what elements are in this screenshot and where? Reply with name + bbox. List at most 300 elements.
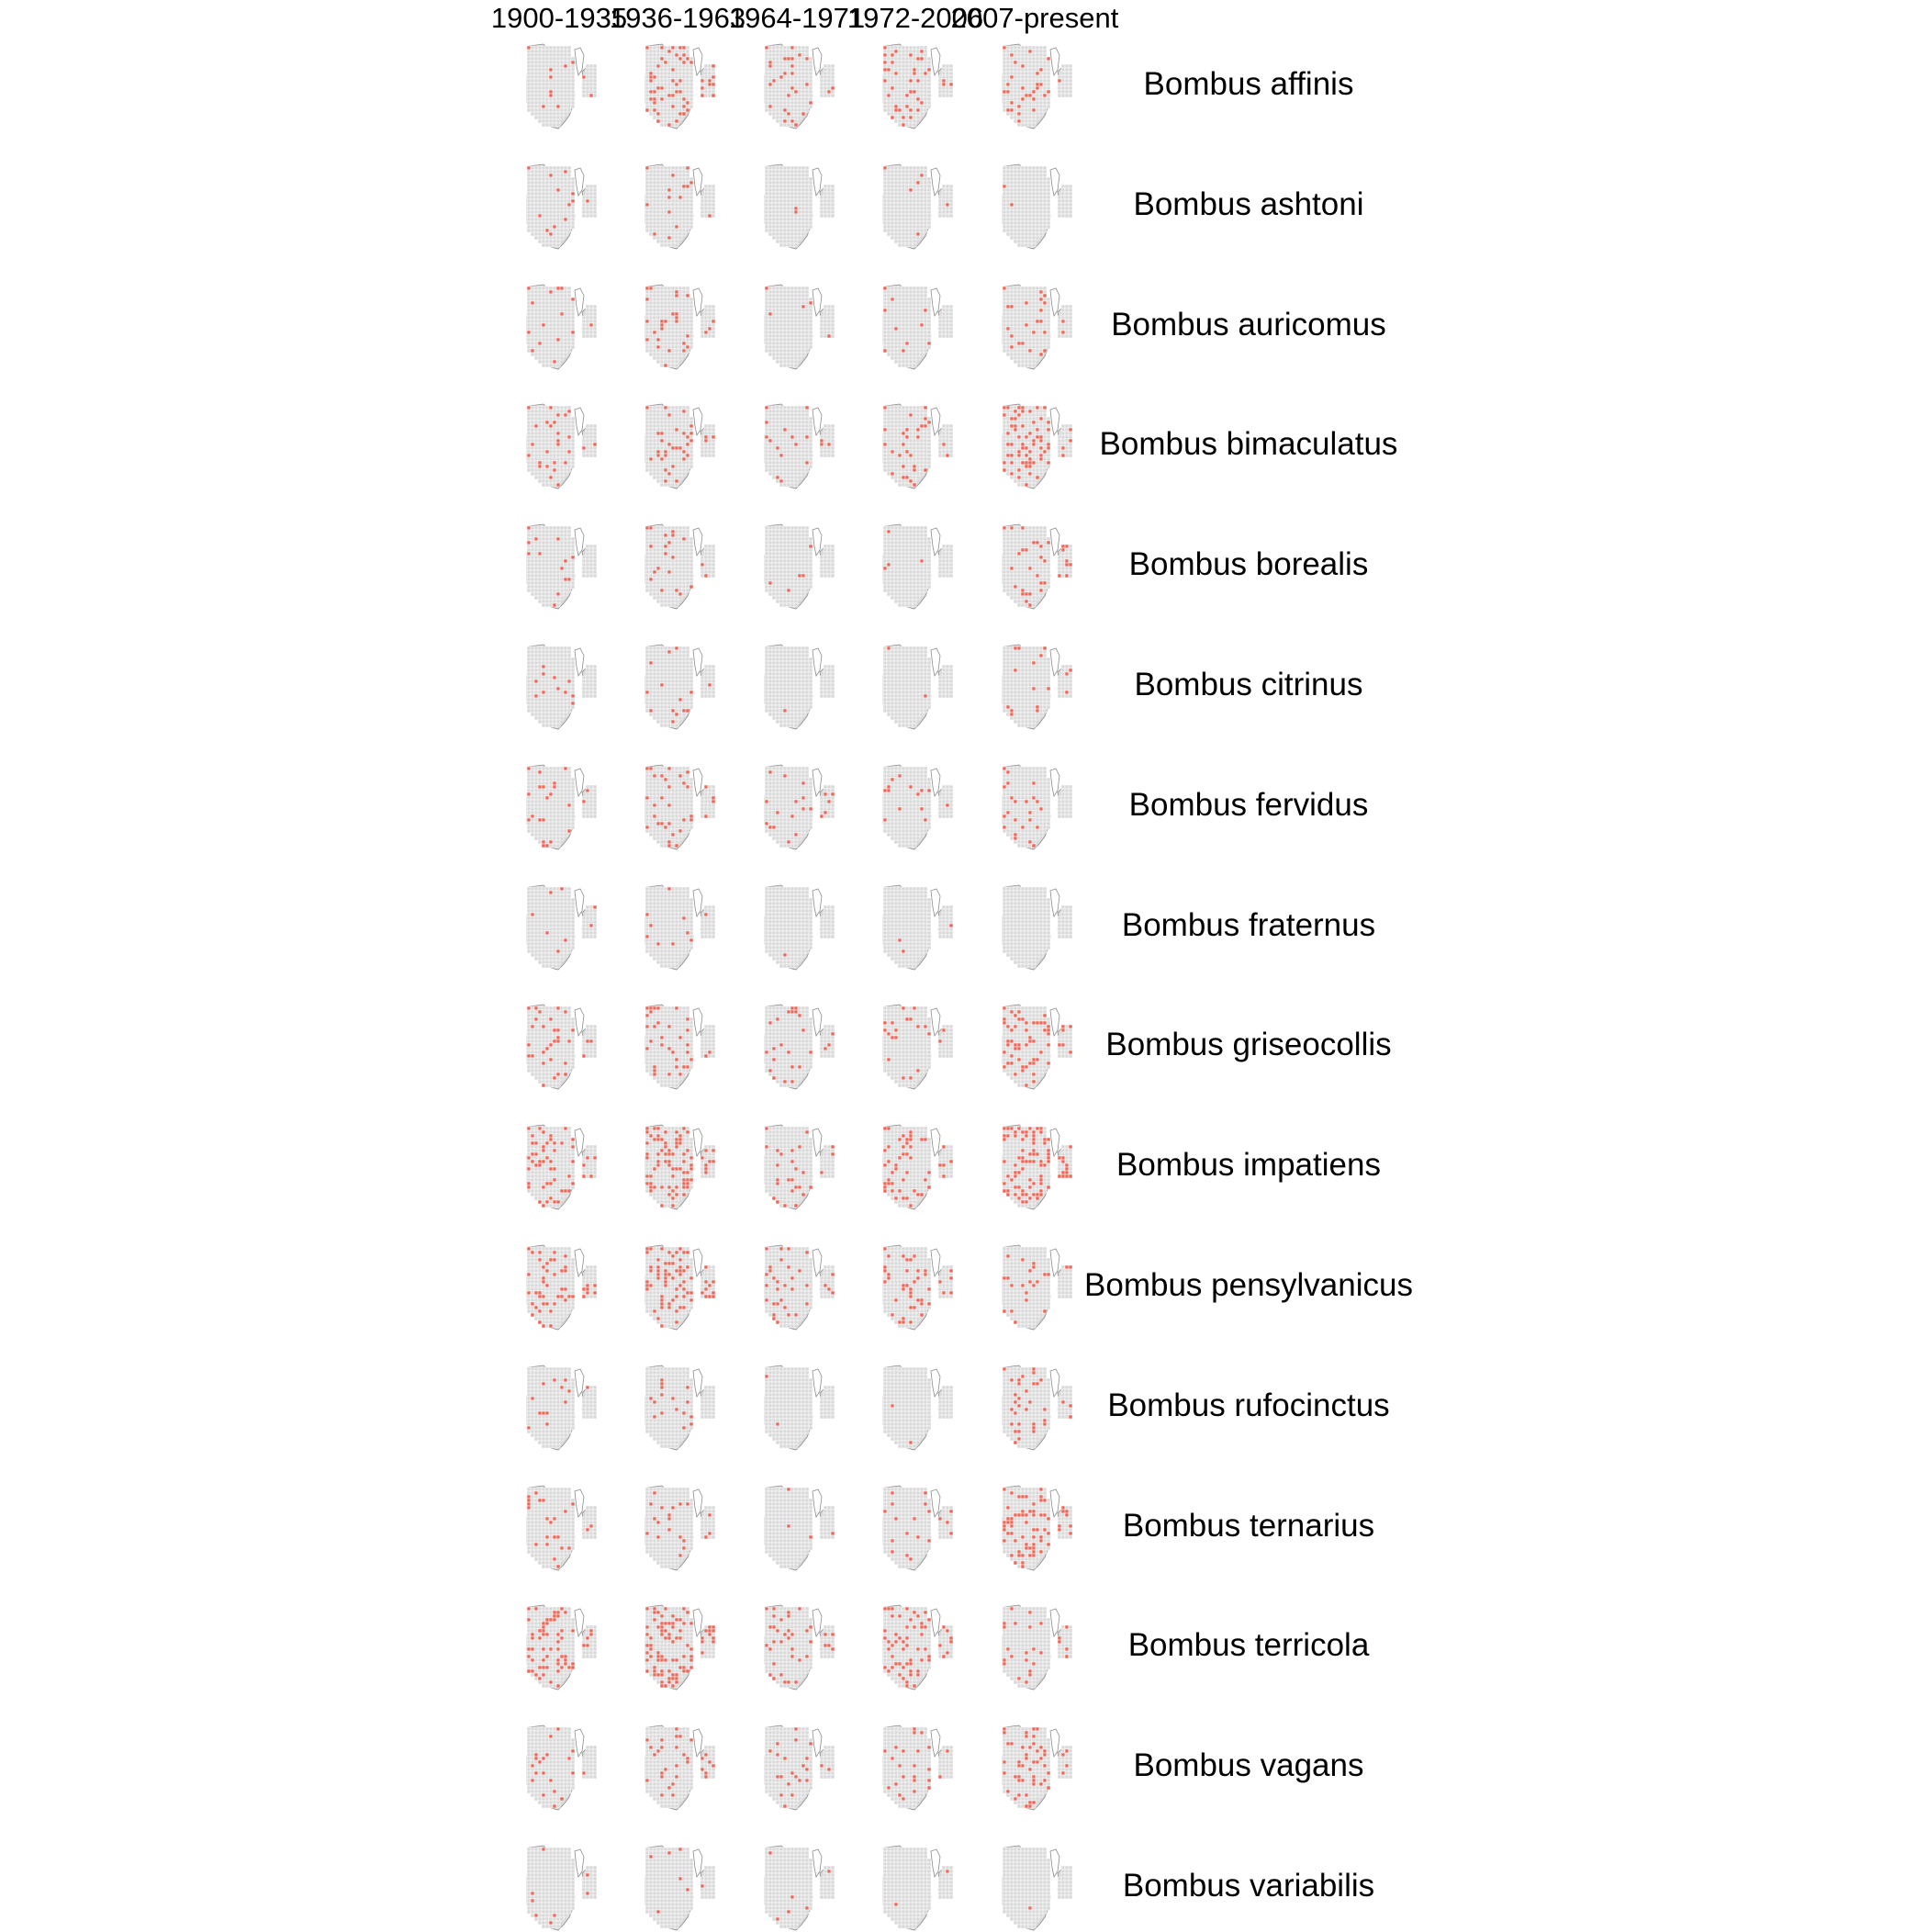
county <box>768 221 772 225</box>
county <box>682 316 686 320</box>
county <box>794 97 798 101</box>
county <box>779 316 783 320</box>
county <box>704 86 708 90</box>
county <box>913 199 916 203</box>
county <box>538 166 542 170</box>
county <box>675 75 678 79</box>
county <box>531 465 534 468</box>
county <box>538 174 542 177</box>
county <box>824 214 827 218</box>
county <box>664 119 667 123</box>
county <box>527 327 531 331</box>
county <box>586 334 589 338</box>
county <box>560 417 564 421</box>
county <box>787 79 790 83</box>
county <box>686 90 689 94</box>
county <box>527 61 531 64</box>
county <box>649 192 653 196</box>
county <box>887 338 891 342</box>
county <box>1036 199 1039 203</box>
county <box>1006 188 1010 192</box>
county <box>556 97 560 101</box>
county <box>556 342 560 345</box>
county <box>801 320 805 323</box>
county <box>531 331 534 334</box>
county <box>567 309 571 312</box>
county <box>779 119 783 123</box>
county <box>1014 188 1017 192</box>
county <box>653 79 656 83</box>
county <box>1021 305 1025 309</box>
county <box>898 185 902 188</box>
county <box>898 229 902 232</box>
county <box>1025 112 1028 116</box>
county <box>553 221 556 225</box>
county-occurrence <box>653 97 656 101</box>
county <box>712 428 715 432</box>
county <box>527 349 531 353</box>
county <box>1043 64 1047 68</box>
county-occurrence <box>1043 94 1047 97</box>
county <box>768 68 772 72</box>
county-occurrence <box>701 94 704 97</box>
county <box>667 79 671 83</box>
county <box>1065 196 1069 199</box>
county <box>1032 116 1036 119</box>
county <box>946 75 949 79</box>
county <box>916 185 920 188</box>
county <box>1039 181 1043 185</box>
county <box>678 210 682 214</box>
county <box>927 196 931 199</box>
county <box>545 210 549 214</box>
county <box>898 75 902 79</box>
county <box>560 457 564 461</box>
county <box>671 323 675 327</box>
county <box>883 177 887 181</box>
county-occurrence <box>712 320 715 323</box>
county <box>545 342 549 345</box>
county <box>787 338 790 342</box>
county <box>768 232 772 236</box>
county <box>586 454 589 457</box>
county <box>1028 192 1032 196</box>
county-occurrence <box>527 166 531 170</box>
county <box>538 203 542 207</box>
county <box>902 72 905 75</box>
county <box>824 188 827 192</box>
county <box>678 454 682 457</box>
county <box>708 432 712 435</box>
county <box>564 338 567 342</box>
county <box>1014 312 1017 316</box>
county <box>1047 334 1050 338</box>
county <box>916 192 920 196</box>
county <box>560 406 564 410</box>
county <box>667 72 671 75</box>
county <box>827 79 831 83</box>
county <box>790 207 794 210</box>
county <box>920 72 924 75</box>
county-occurrence <box>768 105 772 108</box>
county <box>689 207 693 210</box>
county <box>1028 53 1032 57</box>
county <box>667 192 671 196</box>
county <box>1032 301 1036 305</box>
occurrence-map <box>638 399 723 490</box>
county <box>564 353 567 356</box>
county <box>905 356 909 360</box>
county <box>920 320 924 323</box>
county <box>1028 323 1032 327</box>
county <box>1065 79 1069 83</box>
county <box>805 342 809 345</box>
county-grid <box>645 46 715 127</box>
county <box>671 360 675 364</box>
county <box>553 428 556 432</box>
county <box>1014 338 1017 342</box>
county <box>905 170 909 174</box>
county <box>589 316 593 320</box>
county <box>564 435 567 439</box>
county <box>534 476 538 479</box>
county <box>790 174 794 177</box>
county <box>671 75 675 79</box>
county <box>531 298 534 301</box>
county <box>667 214 671 218</box>
county <box>924 218 927 221</box>
county <box>538 116 542 119</box>
county <box>920 105 924 108</box>
county <box>527 301 531 305</box>
county <box>664 432 667 435</box>
county <box>1021 123 1025 127</box>
county <box>798 294 801 298</box>
county <box>560 290 564 294</box>
county <box>794 221 798 225</box>
county <box>1017 360 1021 364</box>
county <box>649 312 653 316</box>
county <box>787 364 790 367</box>
county <box>656 210 660 214</box>
county <box>1003 221 1006 225</box>
county <box>645 312 649 316</box>
county <box>675 243 678 247</box>
county <box>564 446 567 450</box>
county <box>660 188 664 192</box>
county-occurrence <box>686 294 689 298</box>
county <box>798 50 801 53</box>
county <box>927 320 931 323</box>
county <box>949 188 953 192</box>
county <box>534 435 538 439</box>
county <box>894 68 898 72</box>
county <box>1036 221 1039 225</box>
county <box>678 286 682 290</box>
county <box>805 177 809 181</box>
county <box>827 86 831 90</box>
county <box>689 225 693 229</box>
county <box>689 457 693 461</box>
county <box>772 316 776 320</box>
county <box>909 309 913 312</box>
county <box>794 290 798 294</box>
county <box>809 79 813 83</box>
county <box>794 57 798 61</box>
county <box>798 94 801 97</box>
county <box>545 166 549 170</box>
county <box>549 214 553 218</box>
county <box>949 323 953 327</box>
county <box>772 349 776 353</box>
county <box>564 61 567 64</box>
county <box>1021 181 1025 185</box>
county <box>538 472 542 476</box>
county <box>949 90 953 94</box>
county <box>534 410 538 413</box>
county <box>593 316 597 320</box>
county <box>798 86 801 90</box>
county <box>667 331 671 334</box>
county <box>542 46 545 50</box>
county <box>1006 207 1010 210</box>
county <box>920 170 924 174</box>
county <box>664 64 667 68</box>
county <box>653 301 656 305</box>
county <box>649 108 653 112</box>
county <box>831 327 835 331</box>
county-occurrence <box>675 294 678 298</box>
county <box>538 199 542 203</box>
county-occurrence <box>686 101 689 105</box>
county <box>560 50 564 53</box>
county <box>1061 64 1065 68</box>
county <box>1010 210 1014 214</box>
county <box>667 342 671 345</box>
county <box>772 112 776 116</box>
county <box>894 225 898 229</box>
county <box>531 345 534 349</box>
county <box>556 68 560 72</box>
county <box>645 349 649 353</box>
county <box>567 421 571 424</box>
county <box>571 338 575 342</box>
county <box>909 323 913 327</box>
county <box>682 435 686 439</box>
county-grid <box>1003 166 1072 247</box>
county <box>664 290 667 294</box>
county <box>538 79 542 83</box>
county-occurrence <box>664 454 667 457</box>
county <box>883 338 887 342</box>
county <box>589 320 593 323</box>
county <box>664 75 667 79</box>
county <box>542 119 545 123</box>
county <box>571 465 575 468</box>
county <box>553 364 556 367</box>
county <box>667 410 671 413</box>
county <box>1039 345 1043 349</box>
county <box>689 97 693 101</box>
county <box>920 94 924 97</box>
county <box>1028 316 1032 320</box>
county <box>1043 298 1047 301</box>
county <box>794 192 798 196</box>
county <box>556 53 560 57</box>
county <box>671 199 675 203</box>
county <box>701 90 704 94</box>
county <box>798 79 801 83</box>
county <box>589 428 593 432</box>
county <box>542 86 545 90</box>
county <box>902 166 905 170</box>
county <box>772 90 776 94</box>
county <box>660 421 664 424</box>
county <box>1006 312 1010 316</box>
county <box>898 97 902 101</box>
county <box>1069 199 1072 203</box>
county <box>686 207 689 210</box>
county <box>686 210 689 214</box>
county <box>1017 50 1021 53</box>
county <box>586 75 589 79</box>
county <box>894 349 898 353</box>
county <box>538 64 542 68</box>
county <box>667 338 671 342</box>
county <box>794 312 798 316</box>
county <box>920 112 924 116</box>
county <box>675 338 678 342</box>
county <box>660 181 664 185</box>
county <box>1047 323 1050 327</box>
county <box>790 166 794 170</box>
county <box>787 199 790 203</box>
county <box>653 221 656 225</box>
county-occurrence <box>704 331 708 334</box>
county-occurrence <box>801 305 805 309</box>
county <box>1032 309 1036 312</box>
county <box>790 75 794 79</box>
county <box>653 457 656 461</box>
county <box>1017 364 1021 367</box>
county-occurrence <box>545 465 549 468</box>
county <box>1047 105 1050 108</box>
county <box>1043 72 1047 75</box>
county <box>779 338 783 342</box>
county <box>1043 203 1047 207</box>
county <box>1039 221 1043 225</box>
county <box>567 221 571 225</box>
county <box>776 327 779 331</box>
county <box>667 83 671 86</box>
county <box>712 207 715 210</box>
county <box>531 97 534 101</box>
county <box>765 342 768 345</box>
county <box>1006 192 1010 196</box>
county <box>656 353 660 356</box>
county <box>553 450 556 454</box>
county <box>779 360 783 364</box>
county <box>1025 119 1028 123</box>
county <box>542 301 545 305</box>
county <box>593 439 597 443</box>
county <box>887 72 891 75</box>
county <box>798 199 801 203</box>
county <box>783 218 787 221</box>
county <box>678 349 682 353</box>
county <box>645 446 649 450</box>
county <box>909 338 913 342</box>
county <box>1032 345 1036 349</box>
county <box>887 79 891 83</box>
county <box>790 90 794 94</box>
county <box>545 435 549 439</box>
county <box>913 64 916 68</box>
county <box>645 221 649 225</box>
county <box>560 218 564 221</box>
county <box>1025 50 1028 53</box>
county <box>678 188 682 192</box>
county <box>564 309 567 312</box>
county <box>560 185 564 188</box>
county <box>656 424 660 428</box>
county <box>938 323 942 327</box>
county <box>787 236 790 240</box>
county <box>783 316 787 320</box>
county <box>790 286 794 290</box>
county <box>824 94 827 97</box>
county <box>671 170 675 174</box>
county <box>909 240 913 243</box>
county <box>942 305 946 309</box>
county <box>1028 364 1032 367</box>
county <box>686 457 689 461</box>
county <box>924 210 927 214</box>
county <box>571 207 575 210</box>
county <box>560 225 564 229</box>
county <box>682 443 686 446</box>
county <box>675 174 678 177</box>
county <box>656 108 660 112</box>
county <box>776 166 779 170</box>
county <box>801 94 805 97</box>
county <box>1021 214 1025 218</box>
county <box>927 210 931 214</box>
county <box>783 112 787 116</box>
county <box>809 305 813 309</box>
county <box>946 334 949 338</box>
county <box>920 61 924 64</box>
county <box>712 334 715 338</box>
county <box>1061 90 1065 94</box>
county <box>1025 338 1028 342</box>
county <box>1010 294 1014 298</box>
county <box>531 64 534 68</box>
county <box>909 349 913 353</box>
county <box>1032 119 1036 123</box>
county <box>1025 360 1028 364</box>
county <box>772 290 776 294</box>
county-occurrence <box>675 320 678 323</box>
county <box>671 338 675 342</box>
period-header-label: 1936-1963 <box>610 2 745 35</box>
county <box>567 196 571 199</box>
county <box>1032 86 1036 90</box>
county <box>556 446 560 450</box>
county <box>909 94 913 97</box>
county <box>779 57 783 61</box>
county-occurrence <box>787 112 790 116</box>
